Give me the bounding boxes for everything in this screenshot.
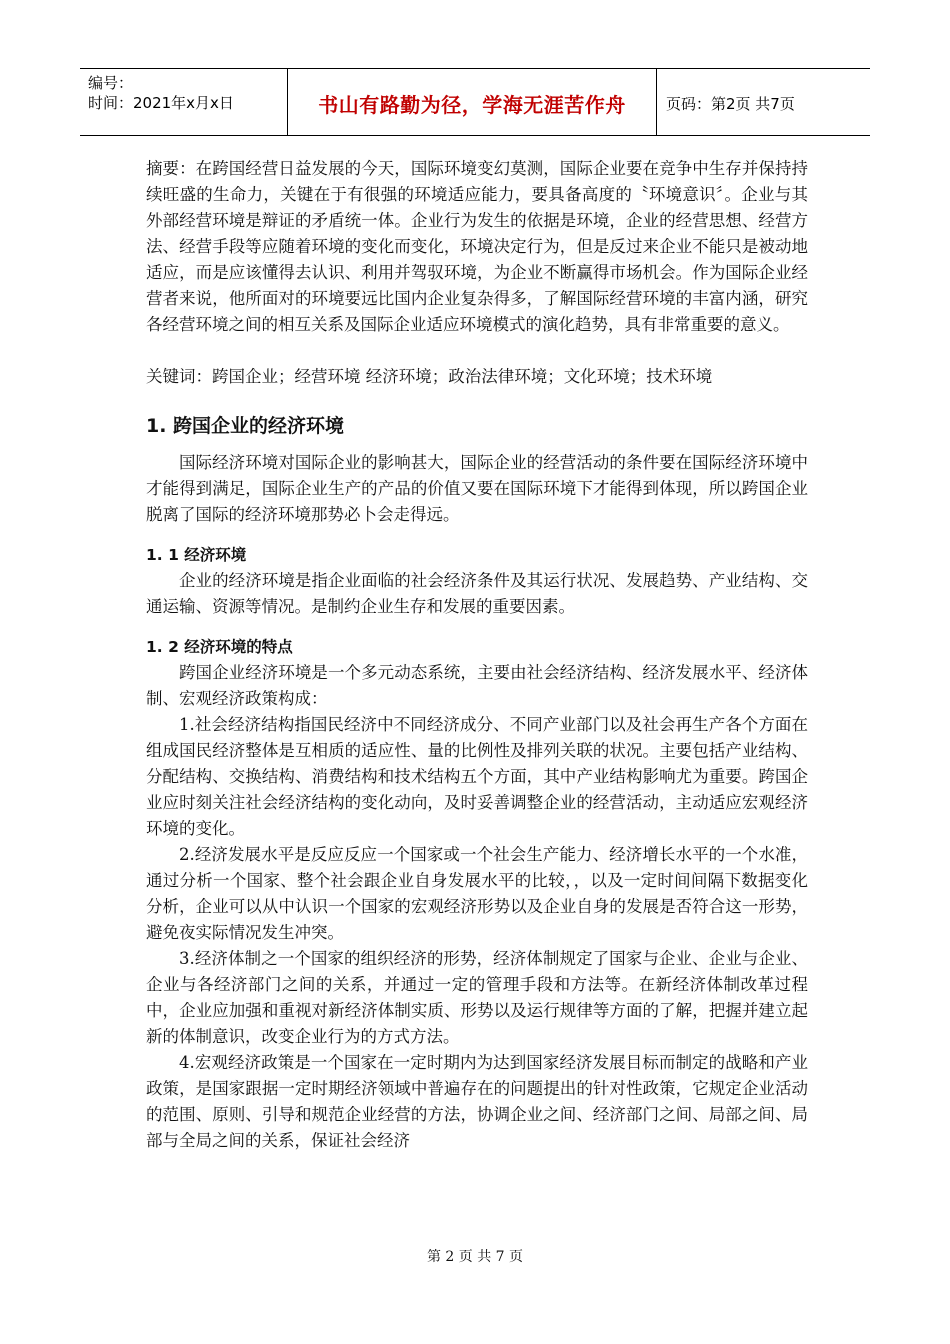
header-meta bbox=[88, 73, 288, 113]
page-footer: 第 2 页 共 7 页 bbox=[426, 1249, 524, 1265]
section-heading: 1. 跨国企业的经济环境 bbox=[146, 415, 345, 437]
list-item: 4.宏观经济政策是一个国家在一定时期内为达到国家经济发展目标而制定的战略和产业政策，是国家跟据一定时期经济领域中普遍存在的问题提出的针对性政策，它规定企业活动的范围、原则、引导和规范企业经营的方法，协调企业之间、经济部门之间、局部之间、局部与全局之间的关系，保证社会经济 bbox=[146, 1053, 808, 1150]
header-page-number: 页码：第2页 共7页 bbox=[666, 95, 795, 113]
keywords-line: 关键词：跨国企业；经营环境 经济环境；政治法律环境；文化环境；技术环境 bbox=[146, 367, 713, 386]
body-paragraph: 国际经济环境对国际企业的影响甚大，国际企业的经营活动的条件要在国际经济环境中才能得到满足，国际企业生产的产品的价值又要在国际环境下才能得到体现，所以跨国企业脱离了国际的经济环境那势必卜会走得远。 bbox=[146, 453, 808, 524]
subsection-heading: 1. 2 经济环境的特点 bbox=[146, 638, 293, 656]
document-date-label: 时间：2021年x月x日 bbox=[88, 94, 234, 112]
list-item: 3.经济体制之一个国家的组织经济的形势，经济体制规定了国家与企业、企业与企业、企业与各经济部门之间的关系，并通过一定的管理手段和方法等。在新经济体制改革过程中，企业应加强和重视对新经济体制实质、形势以及运行规律等方面的了解，把握并建立起新的体制意识，改变企业行为的方式方法。 bbox=[146, 949, 808, 1046]
header-motto: 书山有路勤为径，学海无涯苦作舟 bbox=[318, 93, 626, 117]
list-item: 1.社会经济结构指国民经济中不同经济成分、不同产业部门以及社会再生产各个方面在组成国民经济整体是互相质的适应性、量的比例性及排列关联的状况。主要包括产业结构、分配结构、交换结构、消费结构和技术结构五个方面，其中产业结构影响尤为重要。跨国企业应时刻关注社会经济结构的变化动向，及时妥善调整企业的经营活动，主动适应宏观经济环境的变化。 bbox=[146, 715, 808, 838]
body-paragraph: 跨国企业经济环境是一个多元动态系统，主要由社会经济结构、经济发展水平、经济体制、宏观经济政策构成： bbox=[146, 663, 808, 708]
list-item: 2.经济发展水平是反应反应一个国家或一个社会生产能力、经济增长水平的一个水准，通过分析一个国家、整个社会跟企业自身发展水平的比较，，以及一定时间间隔下数据变化分析，企业可以从中认识一个国家的宏观经济形势以及企业自身的发展是否符合这一形势，避免夜实际情况发生冲突。 bbox=[146, 845, 808, 942]
page-header bbox=[80, 68, 870, 136]
document-body bbox=[146, 156, 808, 1154]
body-paragraph: 企业的经济环境是指企业面临的社会经济条件及其运行状况、发展趋势、产业结构、交通运输、资源等情况。是制约企业生存和发展的重要因素。 bbox=[146, 571, 808, 616]
header-divider bbox=[656, 69, 657, 135]
document-number-label: 编号： bbox=[88, 74, 134, 92]
subsection-heading: 1. 1 经济环境 bbox=[146, 546, 247, 564]
abstract-paragraph: 摘要：在跨国经营日益发展的今天，国际环境变幻莫测，国际企业要在竞争中生存并保持持续旺盛的生命力，关键在于有很强的环境适应能力，要具备高度的〝环境意识〞。企业与其外部经营环境是辩证的矛盾统一体。企业行为发生的依据是环境，企业的经营思想、经营方法、经营手段等应随着环境的变化而变化，环境决定行为，但是反过来企业不能只是被动地适应，而是应该懂得去认识、利用并驾驭环境，为企业不断赢得市场机会。作为国际企业经营者来说，他所面对的环境要远比国内企业复杂得多，了解国际经营环境的丰富内涵，研究各经营环境之间的相互关系及国际企业适应环境模式的演化趋势，具有非常重要的意义。 bbox=[146, 159, 808, 334]
